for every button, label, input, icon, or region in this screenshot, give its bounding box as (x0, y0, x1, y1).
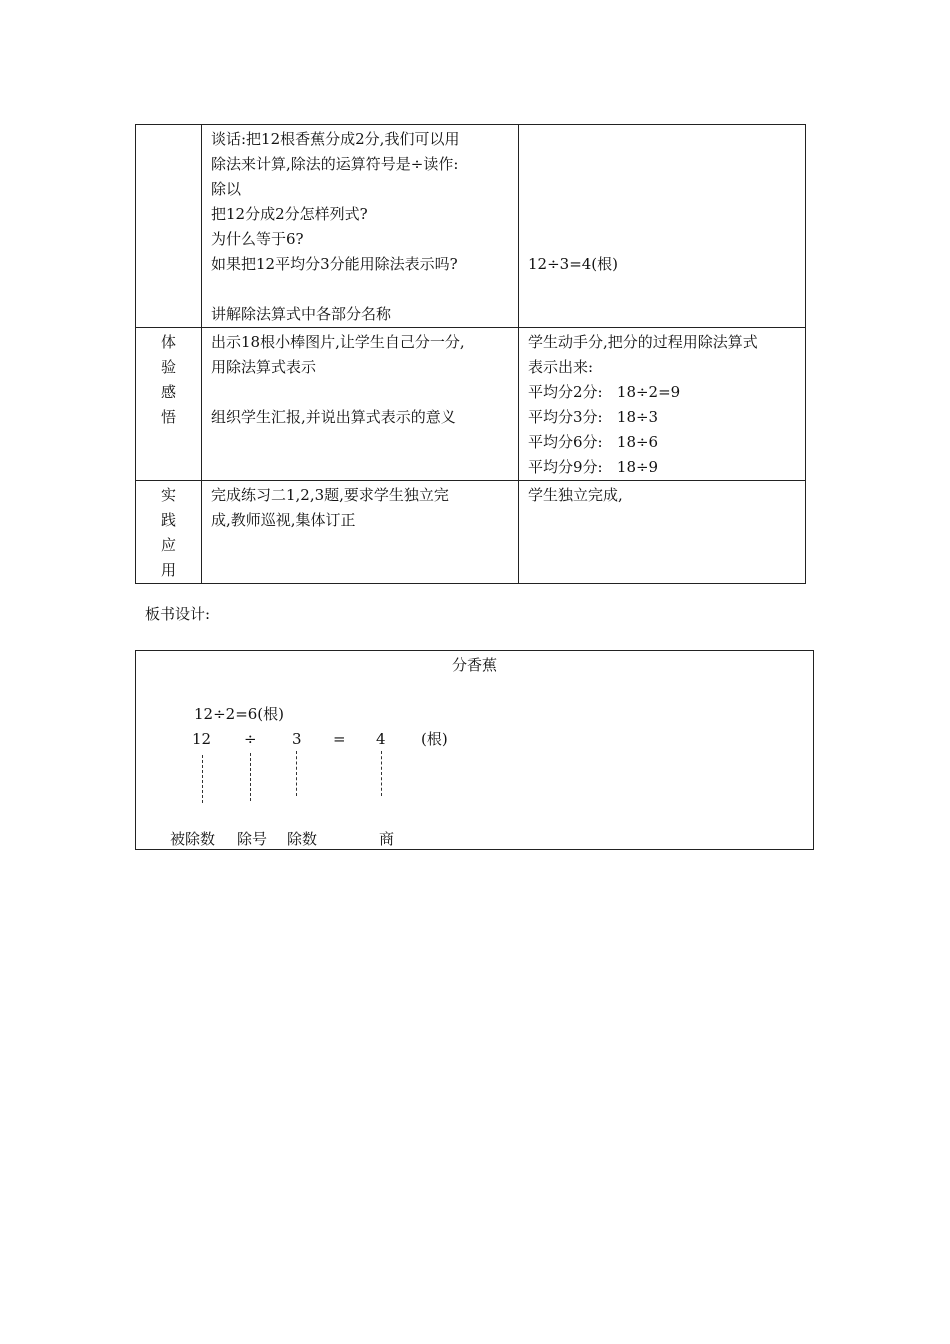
example-equation: 12÷2=6(根) (194, 705, 285, 723)
text-line: 平均分9分: 18÷9 (528, 458, 659, 476)
text-line: 平均分2分: 18÷2=9 (528, 383, 681, 401)
stage-cell (136, 481, 202, 584)
text-line: 把12分成2分怎样列式? (211, 205, 368, 223)
board-design-box (135, 650, 814, 850)
equals-sign: = (333, 730, 346, 748)
division-sign: ÷ (244, 730, 257, 748)
divisor-value: 3 (292, 730, 302, 748)
text-line: 平均分6分: 18÷6 (528, 433, 659, 451)
unit-label: (根) (421, 730, 448, 748)
teacher-activity-cell (202, 125, 519, 328)
stage-char: 验 (160, 358, 176, 376)
stage-char: 应 (160, 536, 176, 554)
stage-cell (136, 328, 202, 481)
stage-char: 悟 (160, 408, 176, 426)
text-line: 如果把12平均分3分能用除法表示吗? (211, 255, 458, 273)
stage-char: 体 (160, 333, 176, 351)
text-line (211, 277, 509, 302)
teacher-activity-cell (202, 328, 519, 481)
dividend-connector (202, 755, 203, 803)
text-line: 组织学生汇报,并说出算式表示的意义 (211, 408, 456, 426)
student-activity-cell (519, 328, 806, 481)
text-line: 平均分3分: 18÷3 (528, 408, 659, 426)
stage-char: 感 (160, 383, 176, 401)
student-activity-cell (519, 125, 806, 328)
text-line: 完成练习二1,2,3题,要求学生独立完 (211, 486, 449, 504)
stage-char: 实 (160, 486, 176, 504)
student-answer: 12÷3=4(根) (528, 255, 619, 273)
sign-label: 除号 (237, 830, 268, 848)
sign-connector (250, 753, 251, 801)
lesson-table (135, 124, 806, 584)
stage-char: 践 (160, 511, 176, 529)
divisor-label: 除数 (287, 830, 318, 848)
dividend-value: 12 (192, 730, 212, 748)
divisor-connector (296, 751, 297, 796)
quotient-connector (381, 751, 382, 796)
text-line: 除法来计算,除法的运算符号是÷读作: (211, 155, 459, 173)
table-row (136, 328, 806, 481)
table-row (136, 125, 806, 328)
text-line: 讲解除法算式中各部分名称 (211, 305, 392, 323)
text-line: 成,教师巡视,集体订正 (211, 511, 356, 529)
board-heading: 板书设计: (145, 605, 211, 623)
text-line: 谈话:把12根香蕉分成2分,我们可以用 (211, 130, 460, 148)
text-line: 学生独立完成, (528, 486, 623, 504)
text-line: 为什么等于6? (211, 230, 304, 248)
stage-cell (136, 125, 202, 328)
text-line: 表示出来: (528, 358, 594, 376)
text-line: 学生动手分,把分的过程用除法算式 (528, 333, 758, 351)
student-activity-cell (519, 481, 806, 584)
quotient-value: 4 (376, 730, 386, 748)
text-line: 用除法算式表示 (211, 358, 317, 376)
dividend-label: 被除数 (170, 830, 216, 848)
board-title: 分香蕉 (451, 656, 497, 674)
table-row (136, 481, 806, 584)
stage-char: 用 (160, 561, 176, 579)
text-line: 出示18根小棒图片,让学生自己分一分, (211, 333, 465, 351)
quotient-label: 商 (379, 830, 395, 848)
teacher-activity-cell (202, 481, 519, 584)
text-line (211, 380, 509, 405)
text-line: 除以 (211, 180, 242, 198)
